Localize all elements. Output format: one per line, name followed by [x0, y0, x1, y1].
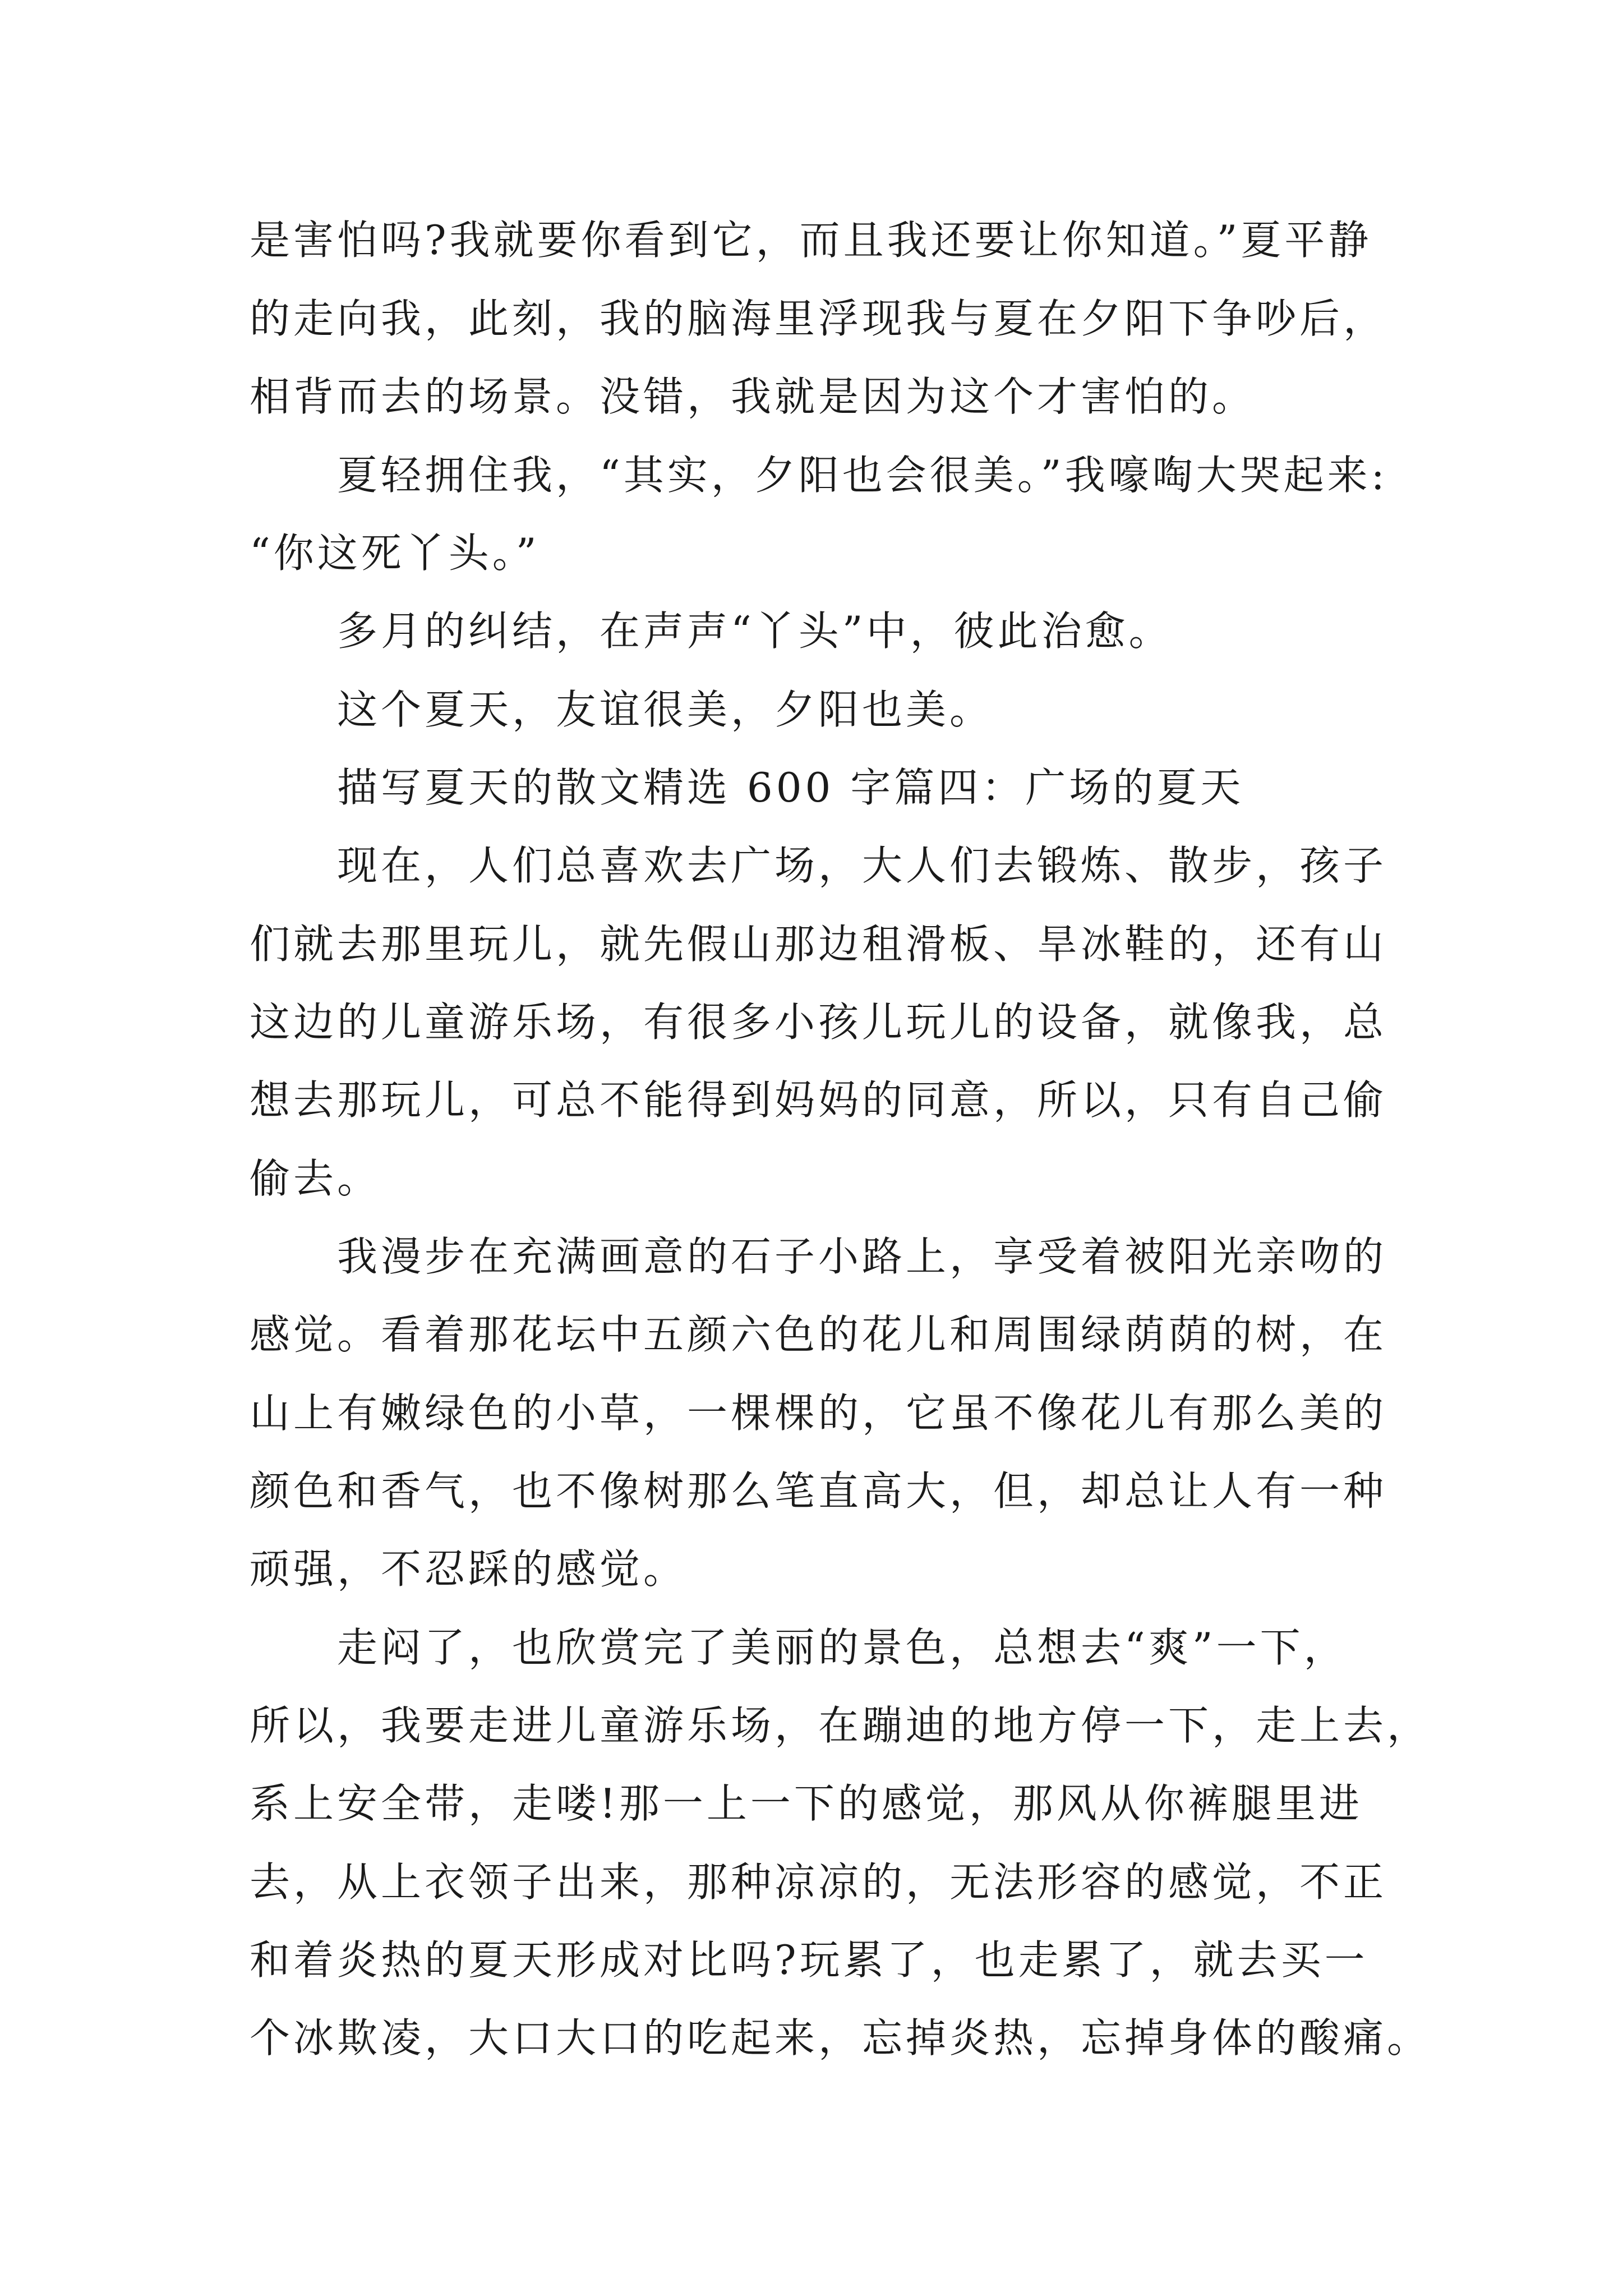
text-line: 这个夏天，友谊很美，夕阳也美。: [250, 686, 994, 733]
text-line: 去，从上衣领子出来，那种凉凉的，无法形容的感觉，不正: [250, 1858, 1387, 1906]
text-line: 颜色和香气，也不像树那么笔直高大，但，却总让人有一种: [250, 1467, 1387, 1515]
text-line: “你这死丫头。”: [250, 530, 540, 577]
text-line: 这边的儿童游乐场，有很多小孩儿玩儿的设备，就像我，总: [250, 999, 1387, 1046]
text-line: 所以，我要走进儿童游乐场，在蹦迪的地方停一下，走上去，: [250, 1702, 1431, 1749]
text-line: 现在，人们总喜欢去广场，大人们去锻炼、散步，孩子: [250, 842, 1387, 889]
text-line: 夏轻拥住我，“其实，夕阳也会很美。”我嚎啕大哭起来:: [250, 452, 1388, 499]
text-line: 顽强，不忍踩的感觉。: [250, 1545, 688, 1593]
text-line: 个冰欺凌，大口大口的吃起来，忘掉炎热，忘掉身体的酸痛。: [250, 2014, 1431, 2062]
section-heading: 描写夏天的散文精选 600 字篇四：广场的夏天: [250, 764, 1244, 811]
text-line: 多月的纠结，在声声“丫头”中，彼此治愈。: [250, 608, 1173, 655]
text-line: 偷去。: [250, 1155, 381, 1202]
text-line: 走闷了，也欣赏完了美丽的景色，总想去“爽”一下，: [250, 1624, 1348, 1671]
text-line: 和着炎热的夏天形成对比吗?玩累了，也走累了，就去买一: [250, 1936, 1368, 1984]
text-line: 我漫步在充满画意的石子小路上，享受着被阳光亲吻的: [250, 1233, 1387, 1280]
text-line: 山上有嫩绿色的小草，一棵棵的，它虽不像花儿有那么美的: [250, 1389, 1387, 1437]
text-line: 想去那玩儿，可总不能得到妈妈的同意，所以，只有自己偷: [250, 1076, 1387, 1124]
text-line: 系上安全带，走喽!那一上一下的感觉，那风从你裤腿里进: [250, 1780, 1363, 1827]
text-line: 感觉。看着那花坛中五颜六色的花儿和周围绿荫荫的树，在: [250, 1311, 1387, 1358]
text-line: 相背而去的场景。没错，我就是因为这个才害怕的。: [250, 373, 1256, 420]
text-line: 的走向我，此刻，我的脑海里浮现我与夏在夕阳下争吵后，: [250, 295, 1387, 342]
text-line: 们就去那里玩儿，就先假山那边租滑板、旱冰鞋的，还有山: [250, 921, 1387, 968]
text-line: 是害怕吗?我就要你看到它，而且我还要让你知道。”夏平静: [250, 217, 1372, 264]
